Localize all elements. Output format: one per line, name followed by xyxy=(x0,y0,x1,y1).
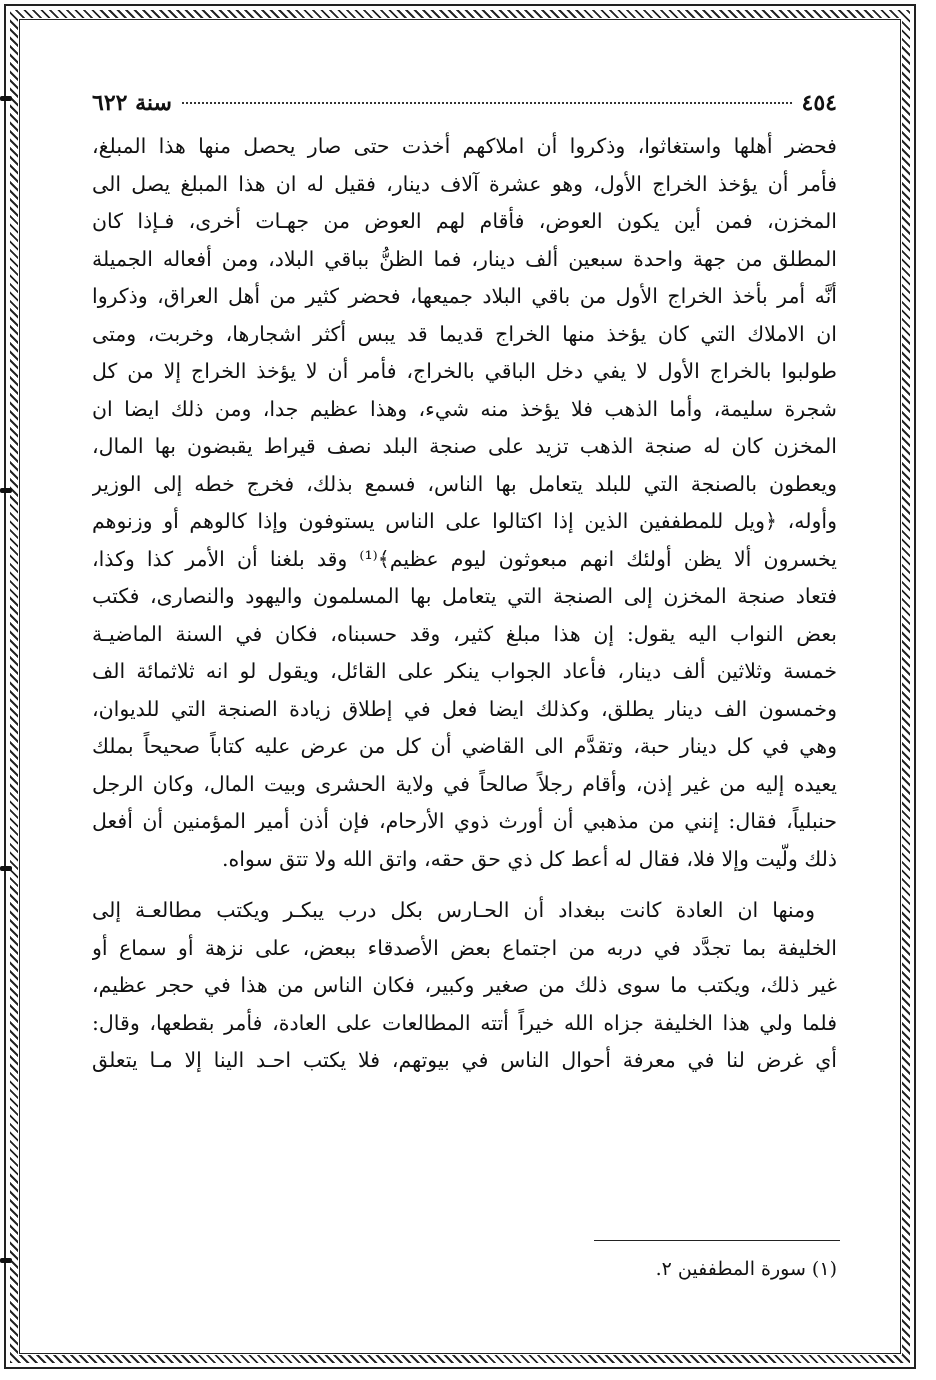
text-line: المخزن، فمن أين يكون العوض، فأقام لهم العوض من جهـات أخرى، فـإذا كان xyxy=(92,209,837,233)
footnote-separator xyxy=(594,1240,840,1241)
footnote-text: (١) سورة المطففين ٢. xyxy=(655,1258,837,1280)
text-line: ان الاملاك التي كان يؤخذ منها الخراج قديما قد يبس أكثر اشجارها، وخربت، ومتى xyxy=(92,321,837,346)
paragraph-2 xyxy=(92,892,837,1080)
text-line: أنَّه أمر بأخذ الخراج الأول من باقي البلاد جميعها، فحضر كثير من أهل العراق، وذكروا xyxy=(92,284,837,308)
text-line: غير ذلك، ويكتب ما سوى ذلك من صغير وكبير، فكان الناس من هذا في حجر عظيم، xyxy=(92,973,837,997)
text-line: طولبوا بالخراج الأول لا يفي دخل الباقي بالخراج، فأمر أن لا يؤخذ الخراج إلا من كل xyxy=(92,359,837,383)
text-line: فتعاد صنجة المخزن إلى الصنجة التي يتعامل بها المسلمون واليهود والنصارى، فكتب xyxy=(92,584,837,608)
footnote xyxy=(92,1252,837,1286)
text-line: شجرة سليمة، وأما الذهب فلا يؤخذ منه شيء، وهذا عظيم جدا، ومن ذلك ايضا ان xyxy=(92,396,837,421)
text-line: ذلك ولّيت وإلا فلا، فقال له أعط كل ذي حق حقه، واتق الله ولا تتق سواه. xyxy=(221,846,837,871)
text-line: بعض النواب اليه يقول: إن هذا مبلغ كثير، وقد حسبناه، فكان في السنة الماضيـة xyxy=(92,621,837,646)
body-text xyxy=(92,128,837,1080)
text-line: فحضر أهلها واستغاثوا، وذكروا أن املاكهم أخذت حتى صار يحصل منها هذا المبلغ، xyxy=(92,134,837,158)
text-line: أي غرض لنا في معرفة أحوال الناس في بيوتهم، فلا يكتب احـد الينا إلا مـا يتعلق xyxy=(92,1048,837,1072)
page-number: ٤٥٤ xyxy=(801,90,837,116)
text-line: يخسرون ألا يظن أولئك انهم مبعوثون ليوم عظيم﴾⁽¹⁾ وقد بلغنا أن الأمر كذا وكذا، xyxy=(92,546,837,571)
running-title-year: سنة ٦٢٢ xyxy=(92,90,172,116)
text-line: وخمسون الف دينار يطلق، وكذلك ايضا فعل في إطلاق زيادة الصنجة التي للديوان، xyxy=(92,696,837,721)
paragraph-1 xyxy=(92,128,837,878)
text-line: ويعطون بالصنجة التي للبلد يتعامل بها الناس، فسمع بذلك، فخرج خطه إلى الوزير xyxy=(92,471,837,496)
page-content xyxy=(92,86,837,1080)
binding-mark xyxy=(0,488,12,493)
text-line: خمسة وثلاثين ألف دينار، فأعاد الجواب ينكر على القائل، ويقول لو انه ثلاثمائة الف xyxy=(92,659,837,683)
header-dotted-leader xyxy=(182,102,792,104)
binding-mark xyxy=(0,866,12,871)
text-line: الخليفة بما تجدَّد في دربه من اجتماع بعض الأصدقاء ببعض، على نزهة أو سماع أو xyxy=(92,935,837,960)
text-line: فلما ولي هذا الخليفة جزاه الله خيراً أتته المطالعات على العادة، فأمر بقطعها، وقال: xyxy=(92,1010,837,1035)
running-header xyxy=(92,86,837,120)
binding-mark xyxy=(0,1258,12,1263)
text-line: حنبلياً، فقال: إنني من مذهبي أن أورث ذوي الأرحام، فإن أذن أمير المؤمنين أن أفعل xyxy=(92,809,837,833)
text-line: فأمر أن يؤخذ الخراج الأول، وهو عشرة آلاف دينار، فقيل له ان هذا المبلغ يصل الى xyxy=(92,171,837,196)
text-line: يعيده إليه من غير إذن، وأقام رجلاً صالحاً في ولاية الحشرى وبيت المال، وكان الرجل xyxy=(92,771,837,796)
paragraph-gap xyxy=(92,878,837,892)
text-line: ومنها ان العادة كانت ببغداد أن الحـارس بكل درب يبكـر ويكتب مطالعـة إلى xyxy=(92,898,815,922)
binding-mark xyxy=(0,96,12,101)
text-line: المطلق من جهة واحدة سبعين ألف دينار، فما الظنُّ بباقي البلاد، ومن أفعاله الجميلة xyxy=(92,246,837,271)
text-line: وهي في كل دينار حبة، وتقدَّم الى القاضي أن كل من عرض عليه كتاباً صحيحاً بملك xyxy=(92,734,837,758)
text-line: المخزن كان له صنجة الذهب تزيد على صنجة البلد نصف قيراط يقبضون بها المال، xyxy=(92,434,837,458)
text-line: وأوله، ﴿ويل للمطففين الذين إذا اكتالوا على الناس يستوفون وإذا كالوهم أو وزنوهم xyxy=(92,509,837,533)
